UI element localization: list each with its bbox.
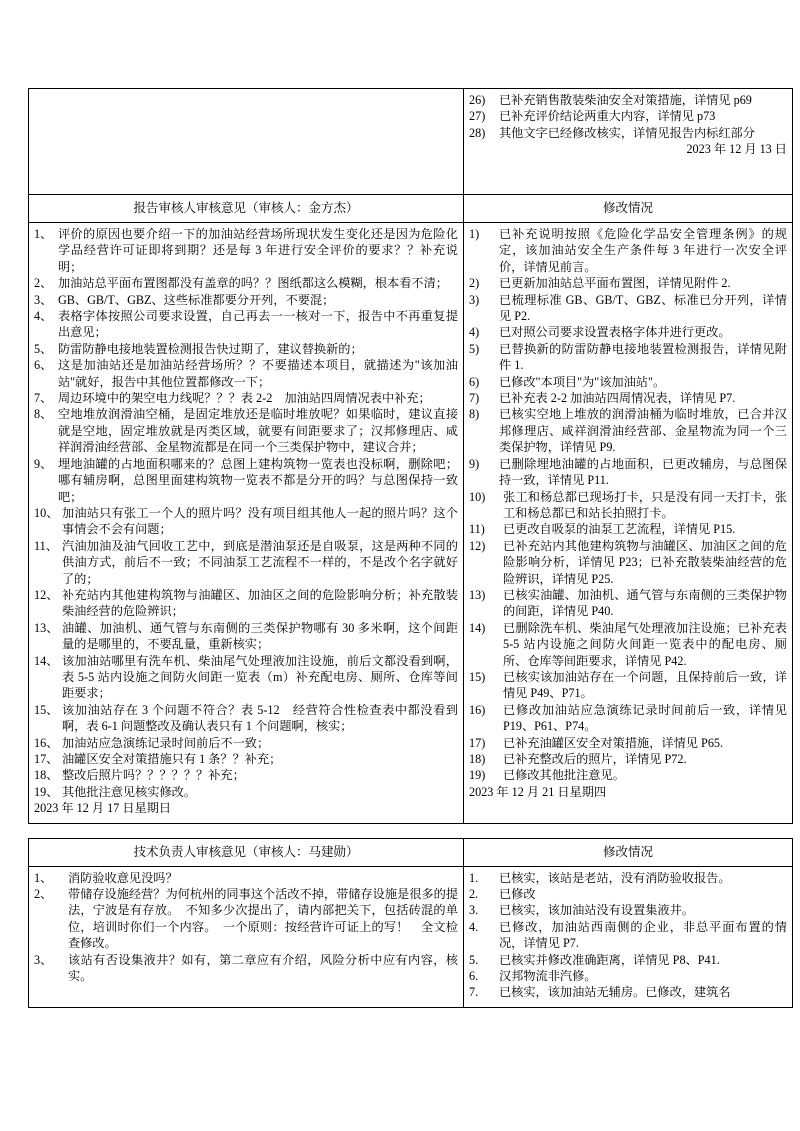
list-item-text: 该加油站存在 3 个问题不符合？表 5-12 经营符合性检查表中都没看到啊，表 6-1 问题整改及确认表只有 1 个问题啊，核实；: [62, 702, 458, 734]
list-item-number: 7.: [469, 985, 479, 1000]
list-item: [469, 92, 787, 108]
list-item-text: 已核实并修改准确距离，详情见 P8、P41.: [499, 952, 720, 967]
list-item-number: 1、: [34, 870, 53, 885]
list-item-text: 已核实空地上堆放的润滑油桶为临时堆放，已合并汉邦修理店、咸祥润滑油经营部、金星物流为同一个三类保护物，详情见 P9.: [499, 407, 787, 455]
list-item: [34, 751, 458, 767]
list-item: [469, 767, 787, 783]
list-item-text: 已修改加油站应急演练记录时间前后一致，详情见 P19、P61、P74。: [503, 702, 787, 734]
list-item: [34, 870, 458, 886]
list-item: [469, 406, 787, 455]
list-item-text: 已补充说明按照《危险化学品安全管理条例》的规定，该加油站安全生产条件每 3 年进行一次安全评价，详情见前言。: [499, 227, 787, 274]
list-item-number: 5、: [34, 341, 53, 356]
list-item: [34, 226, 458, 275]
list-item: [469, 952, 787, 968]
list-item-text: 已补充销售散装柴油安全对策措施，详情见 p69: [499, 93, 752, 107]
list-item-number: 13): [469, 587, 486, 602]
list-item-number: 2.: [469, 887, 479, 902]
list-item-number: 4、: [34, 309, 53, 324]
list-item-text: 其他文字已经修改核实，详情见报告内标红部分: [499, 125, 755, 140]
list-item-number: 27): [469, 109, 486, 124]
list-item-text: 表格字体按照公司要求设置，自己再去一一核对一下，报告中不再重复提出意见；: [58, 309, 458, 340]
list-item: [34, 357, 458, 390]
section2-right-header: 修改情况: [464, 838, 793, 866]
list-item-number: 5.: [469, 952, 479, 967]
list-item-number: 7、: [34, 391, 53, 406]
list-item-text: 这是加油站还是加油站经营场所？？不要描述本项目，就描述为"该加油站"就好，报告中其他位置都修改一下；: [58, 358, 458, 389]
list-item: [34, 275, 458, 291]
list-item-number: 17): [469, 735, 486, 750]
section2-left-list: [34, 870, 458, 985]
list-item-text: GB、GB/T、GBZ、这些标准都要分开列，不要混；: [58, 292, 335, 307]
list-item-text: 已替换新的防雷防静电接地装置检测报告，详情见附件 1.: [499, 341, 787, 373]
list-item: [34, 587, 458, 620]
list-item: [469, 902, 787, 918]
empty-left-continuation-cell: [29, 89, 464, 195]
list-item-number: 16、: [34, 735, 59, 750]
list-item: [34, 767, 458, 783]
list-item-number: 12): [469, 538, 486, 553]
list-item: [469, 292, 787, 325]
top-right-date: 2023 年 12 月 13 日: [686, 142, 787, 157]
list-item-number: 1、: [34, 227, 53, 241]
list-item-number: 14、: [34, 653, 59, 668]
list-item-text: 汽油加油及油气回收工艺中，到底是潜油泵还是自吸泵，这是两种不同的供油方式，前后不一致；不同油泵工艺流程不一样的，不是改个名字就好了的；: [62, 538, 458, 586]
list-item-number: 15): [469, 669, 486, 684]
list-item: [34, 620, 458, 653]
top-right-list: [469, 92, 787, 141]
list-item-number: 19): [469, 768, 486, 783]
list-item-text: 埋地油罐的占地面积哪来的？总图上建构筑物一览表也没标啊，删除吧；哪有辅房啊，总图里面建构筑物一览表不都是分开的吗？与总图保持一致吧；: [58, 456, 458, 504]
table-row: [29, 838, 793, 866]
list-item: [34, 952, 458, 985]
list-item: [34, 308, 458, 341]
list-item-number: 3、: [34, 292, 53, 307]
list-item-text: 防雷防静电接地装置检测报告快过期了，建议替换新的；: [58, 341, 363, 356]
list-item-text: 已核实，该加油站无辅房。已修改，建筑名: [499, 985, 731, 1000]
list-item-number: 7): [469, 391, 480, 406]
list-item-number: 3): [469, 292, 480, 307]
list-item-text: 加油站应急演练记录时间前后不一致；: [62, 735, 270, 750]
list-item-text: 已对照公司要求设置表格字体并进行更改。: [499, 325, 731, 340]
list-item-number: 2): [469, 276, 480, 291]
list-item-text: 已删除洗车机、柴油尾气处理液加注设施；已补充表 5-5 站内设施之间防火间距一览表中的配电房、厕所、仓库等间距要求，详情见 P42.: [503, 620, 787, 668]
section1-right-list: [469, 226, 787, 784]
list-item-number: 18、: [34, 768, 59, 783]
section1-left-header: 报告审核人审核意见（审核人：金方杰）: [29, 195, 464, 223]
list-item: [34, 702, 458, 735]
list-item: [34, 505, 458, 538]
list-item: [34, 456, 458, 505]
list-item: [34, 886, 458, 952]
list-item: [469, 521, 787, 537]
list-item: [469, 226, 787, 275]
list-item-number: 10、: [34, 505, 59, 520]
list-item: [469, 125, 787, 141]
list-item-text: 汉邦物流非汽修。: [499, 969, 597, 984]
list-item: [34, 784, 458, 800]
list-item-number: 14): [469, 620, 486, 635]
list-item-number: 5): [469, 341, 480, 356]
list-item-number: 4.: [469, 919, 479, 934]
list-item-text: 已核实，该加油站没有设置集液井。: [499, 903, 694, 918]
table-row: [29, 89, 793, 195]
list-item: [469, 669, 787, 702]
list-item-text: 其他批注意见核实修改。: [62, 784, 197, 799]
list-item: [469, 324, 787, 340]
list-item-number: 18): [469, 752, 486, 766]
list-item: [469, 275, 787, 291]
review-table-part2: [28, 838, 793, 1008]
list-item-number: 2、: [34, 887, 53, 902]
list-item: [34, 292, 458, 308]
list-item-text: 已更改自吸泵的油泵工艺流程，详情见 P15.: [503, 522, 736, 537]
table-row: [29, 866, 793, 1007]
list-item-number: 19、: [34, 784, 59, 799]
list-item-text: 已核实油罐、加油机、通气管与东南侧的三类保护物的间距，详情见 P40.: [503, 587, 787, 619]
table-gap: [28, 824, 772, 838]
list-item-number: 11、: [34, 538, 58, 553]
list-item-text: 已修改: [499, 887, 536, 902]
list-item: [34, 735, 458, 751]
list-item-number: 2、: [34, 276, 53, 291]
list-item-text: 评价的原因也要介绍一下的加油站经营场所现状发生变化还是因为危险化学品经营许可证即将到期？还是每 3 年进行安全评价的要求？？补充说明；: [58, 227, 458, 274]
list-item: [469, 735, 787, 751]
list-item-text: 已补充评价结论两重大内容，详情见 p73: [499, 109, 716, 124]
list-item-text: 已核实该加油站存在一个问题，且保持前后一致，详情见 P49、P71。: [503, 669, 787, 701]
list-item-number: 9、: [34, 456, 53, 471]
section1-right-date: 2023 年 12 月 21 日星期四: [469, 784, 607, 799]
list-item-number: 3.: [469, 903, 479, 918]
list-item-number: 11): [469, 522, 485, 537]
list-item: [469, 390, 787, 406]
list-item-text: 加油站总平面布置图都没有盖章的吗？？图纸都这么模糊，根本看不清；: [58, 276, 448, 291]
list-item-number: 6): [469, 374, 480, 389]
table-row: [29, 223, 793, 824]
list-item: [34, 406, 458, 455]
list-item-number: 15、: [34, 702, 59, 717]
section2-left-body: [29, 866, 464, 1007]
list-item-text: 已核实，该站是老站，没有消防验收报告。: [499, 870, 731, 885]
list-item: [469, 341, 787, 374]
list-item-number: 3、: [34, 952, 53, 967]
list-item-number: 10): [469, 489, 486, 504]
list-item-text: 该站有否设集液井？如有，第二章应有介绍，风险分析中应有内容，核实。: [68, 952, 458, 984]
list-item-text: 已补充站内其他建构筑物与油罐区、加油区之间的危险影响分析，详情见 P23；已补充散装柴油经营的危险辨识，详情见 P25.: [503, 538, 787, 586]
table-row: [29, 195, 793, 223]
list-item-text: 已梳理标准 GB、GB/T、GBZ、标准已分开列，详情见 P2.: [499, 292, 787, 324]
list-item-number: 17、: [34, 752, 59, 766]
list-item: [469, 984, 787, 1000]
list-item: [34, 653, 458, 702]
list-item: [469, 587, 787, 620]
list-item-text: 空地堆放润滑油空桶，是固定堆放还是临时堆放呢？如果临时，建议直接就是空地，固定堆放就是丙类区域，就要有间距要求了；汉邦修理店、咸祥润滑油经营部、金星物流都是在同一个三类保护物中，建议合并；: [58, 407, 458, 455]
list-item: [469, 751, 787, 767]
list-item-text: 已更新加油站总平面布置图，详情见附件 2.: [499, 276, 731, 291]
list-item-text: 补充站内其他建构筑物与油罐区、加油区之间的危险影响分析；补充散装柴油经营的危险辨识；: [62, 587, 458, 619]
review-table-part1: [28, 88, 793, 824]
list-item-text: 已修改"本项目"为"该加油站"。: [499, 374, 666, 389]
list-item-text: 整改后照片吗？？？？？？补充；: [62, 768, 245, 783]
list-item-number: 4): [469, 325, 480, 340]
list-item-number: 9): [469, 456, 480, 471]
list-item: [469, 919, 787, 952]
list-item: [469, 886, 787, 902]
section1-right-body: [464, 223, 793, 824]
list-item-text: 加油站只有张工一个人的照片吗？没有项目组其他人一起的照片吗？这个事情会不会有问题；: [62, 505, 458, 537]
list-item-text: 周边环境中的架空电力线呢？？？表 2-2 加油站四周情况表中补充；: [58, 391, 431, 406]
section2-right-list: [469, 870, 787, 1001]
section1-left-date: 2023 年 12 月 17 日星期日: [34, 801, 172, 816]
list-item-text: 该加油站哪里有洗车机、柴油尾气处理液加注设施，前后文都没看到啊，表 5-5 站内设施之间防火间距一览表（m）补充配电房、厕所、仓库等间距要求；: [62, 653, 458, 701]
list-item-text: 消防验收意见没吗？: [68, 870, 178, 885]
list-item: [469, 456, 787, 489]
list-item-number: 26): [469, 93, 486, 107]
list-item: [469, 702, 787, 735]
list-item-text: 张工和杨总都已现场打卡，只是没有同一天打卡，张工和杨总都已和站长拍照打卡。: [503, 489, 787, 520]
list-item-number: 28): [469, 125, 486, 140]
list-item: [469, 620, 787, 669]
list-item: [34, 538, 458, 587]
top-right-continuation-cell: [464, 89, 793, 195]
list-item-text: 油罐区安全对策措施只有 1 条？？补充；: [62, 752, 282, 766]
list-item: [34, 341, 458, 357]
list-item-text: 已补充整改后的照片，详情见 P72.: [503, 752, 687, 766]
section1-left-list: [34, 226, 458, 800]
section1-left-body: [29, 223, 464, 824]
list-item-number: 1.: [469, 870, 479, 885]
list-item-text: 带储存设施经营？为何杭州的同事这个活改不掉，带储存设施是很多的提法，宁波是有存放。 不知多少次提出了，请内部把关下，包括砖混的单位，培训时你们一个内容。 一个原则：按经营许可证上的写！ 全文检查修改。: [68, 887, 458, 951]
list-item-text: 已修改其他批注意见。: [503, 768, 625, 783]
list-item-text: 油罐、加油机、通气管与东南侧的三类保护物哪有 30 多米啊，这个间距量的是哪里的，不要乱量，重新核实；: [62, 620, 458, 652]
list-item-text: 已修改，加油站西南侧的企业，非总平面布置的情况，详情见 P7.: [499, 919, 787, 951]
list-item-number: 8): [469, 407, 480, 422]
list-item-number: 6.: [469, 969, 479, 984]
list-item-text: 已补充表 2-2 加油站四周情况表，详情见 P7.: [499, 391, 736, 406]
list-item-number: 16): [469, 702, 486, 717]
list-item-number: 6、: [34, 358, 53, 373]
list-item-number: 12、: [34, 587, 59, 602]
section2-left-header: 技术负责人审核意见（审核人：马建勋）: [29, 838, 464, 866]
list-item: [469, 108, 787, 124]
list-item: [469, 538, 787, 587]
list-item: [34, 390, 458, 406]
list-item: [469, 968, 787, 984]
list-item-text: 已删除埋地油罐的占地面积，已更改辅房，与总图保持一致，详情见 P11.: [499, 456, 787, 488]
section2-right-body: [464, 866, 793, 1007]
section1-right-header: 修改情况: [464, 195, 793, 223]
list-item: [469, 374, 787, 390]
list-item: [469, 489, 787, 522]
list-item-text: 已补充油罐区安全对策措施，详情见 P65.: [503, 735, 724, 750]
list-item-number: 8、: [34, 407, 53, 422]
list-item: [469, 870, 787, 886]
list-item-number: 13、: [34, 620, 59, 635]
list-item-number: 1): [469, 227, 480, 241]
